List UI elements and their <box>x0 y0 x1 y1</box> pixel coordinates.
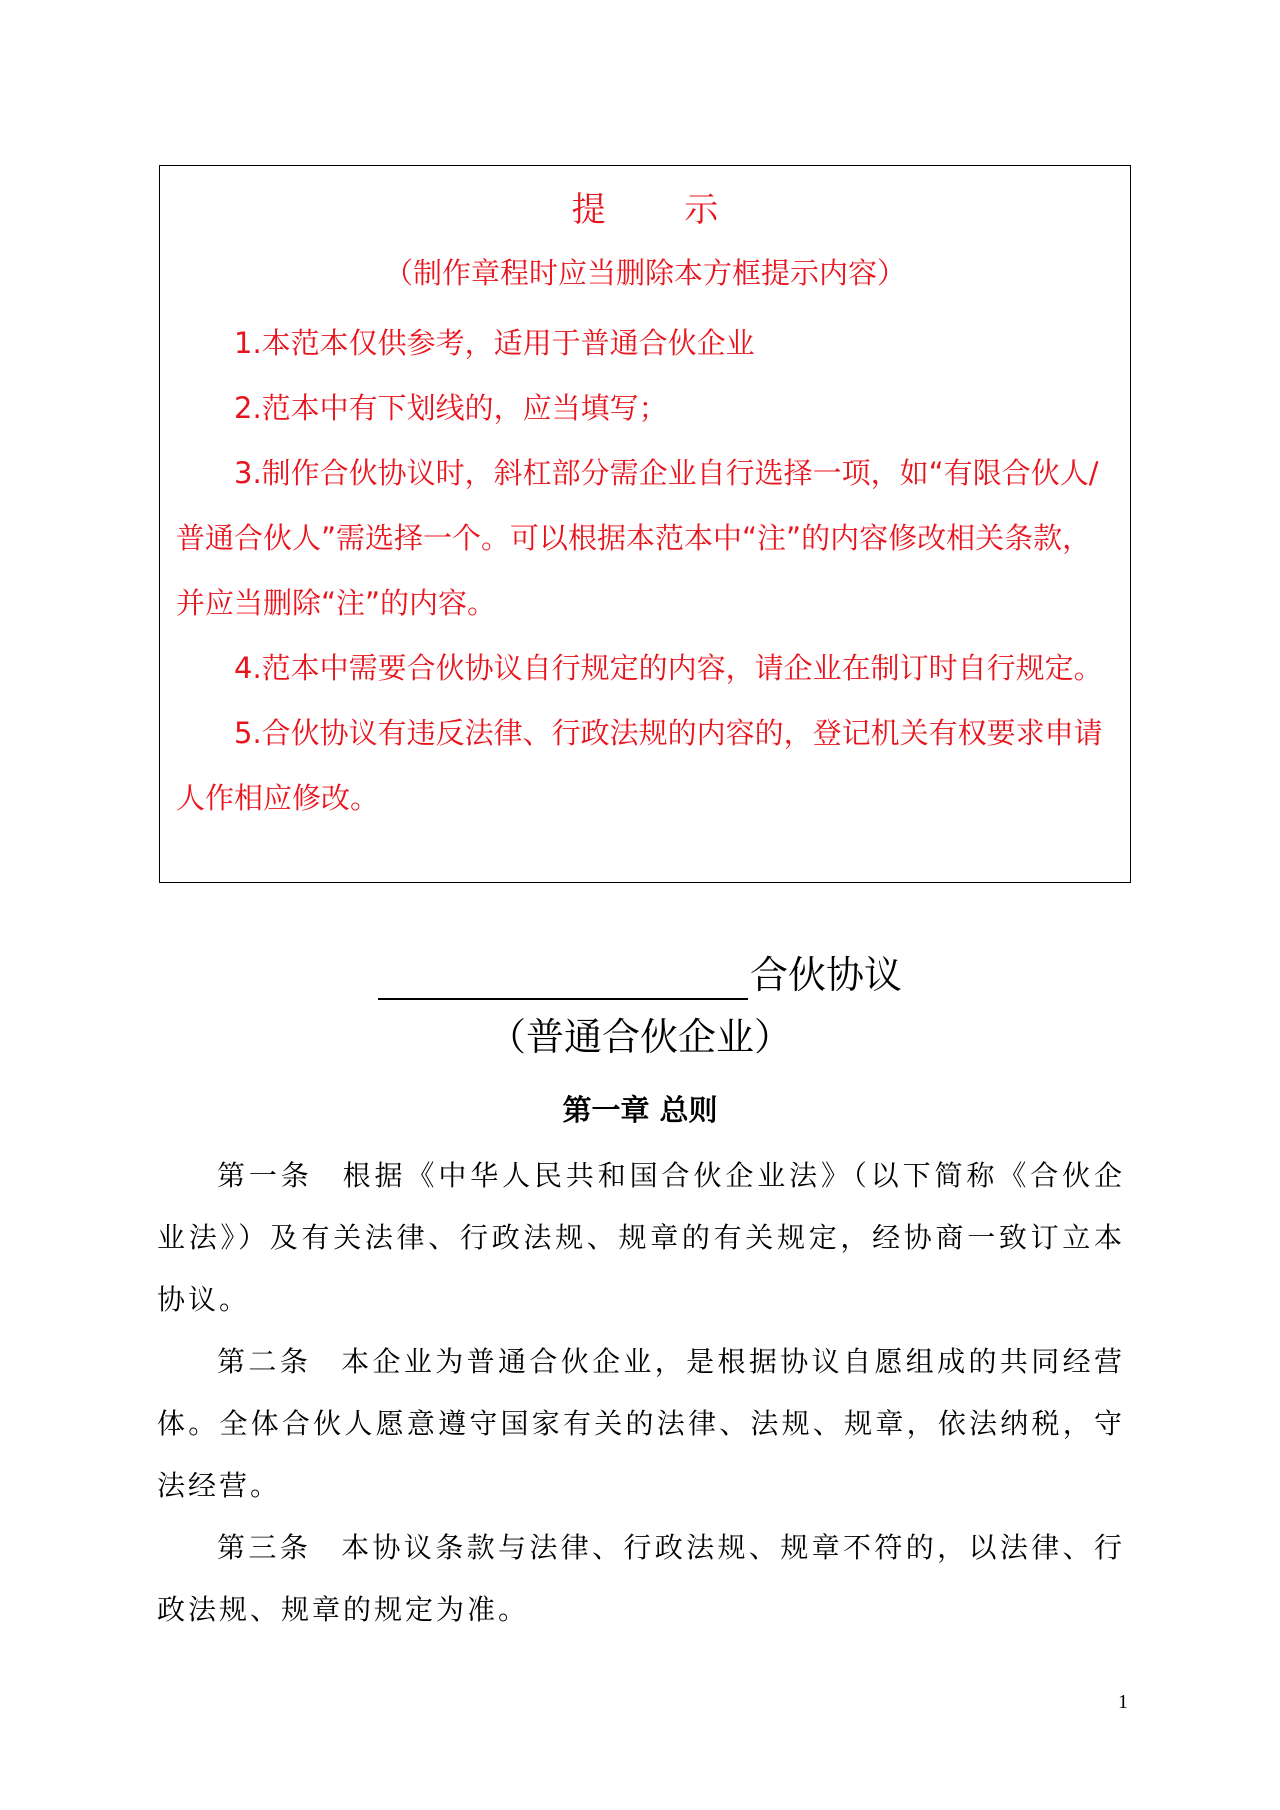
article-1-label: 第一条 <box>217 1159 313 1192</box>
article-3-text: 本协议条款与法律、行政法规、规章不符的，以法律、行政法规、规章的规定为准。 <box>157 1531 1125 1626</box>
article-3 <box>157 1517 1125 1641</box>
chapter-heading: 第一章 总则 <box>562 1093 718 1127</box>
document-title-suffix: 合伙协议 <box>749 953 902 997</box>
notice-title: 提 示 <box>571 190 753 230</box>
page-number: 1 <box>1118 1691 1128 1713</box>
article-3-label: 第三条 <box>217 1531 312 1564</box>
notice-item-2: 2.范本中有下划线的，应当填写； <box>234 391 668 425</box>
document-title <box>0 950 1280 1000</box>
notice-item-3: 3.制作合伙协议时，斜杠部分需企业自行选择一项，如“有限合伙人/普通合伙人”需选择一个。可以根据本范本中“注”的内容修改相关条款，并应当删除“注”的内容。 <box>176 456 1099 620</box>
article-1-text: 根据《中华人民共和国合伙企业法》（以下简称《合伙企业法》）及有关法律、行政法规、规章的有关规定，经协商一致订立本协议。 <box>157 1159 1125 1316</box>
article-1 <box>157 1145 1125 1331</box>
notice-item-5: 5.合伙协议有违反法律、行政法规的内容的，登记机关有权要求申请人作相应修改。 <box>176 716 1103 815</box>
notice-item-1: 1.本范本仅供参考，适用于普通合伙企业 <box>234 326 755 360</box>
document-subtitle: （普通合伙企业） <box>487 1015 792 1059</box>
notice-subtitle: （制作章程时应当删除本方框提示内容） <box>383 256 906 290</box>
notice-items <box>176 311 1116 831</box>
article-2-label: 第二条 <box>217 1345 312 1378</box>
enterprise-name-blank[interactable] <box>378 958 748 1000</box>
article-2-text: 本企业为普通合伙企业，是根据协议自愿组成的共同经营体。全体合伙人愿意遵守国家有关的法律、法规、规章，依法纳税，守法经营。 <box>157 1345 1125 1502</box>
articles <box>157 1145 1125 1641</box>
article-2 <box>157 1331 1125 1517</box>
notice-box <box>159 165 1131 883</box>
notice-item-4: 4.范本中需要合伙协议自行规定的内容，请企业在制订时自行规定。 <box>234 651 1103 685</box>
